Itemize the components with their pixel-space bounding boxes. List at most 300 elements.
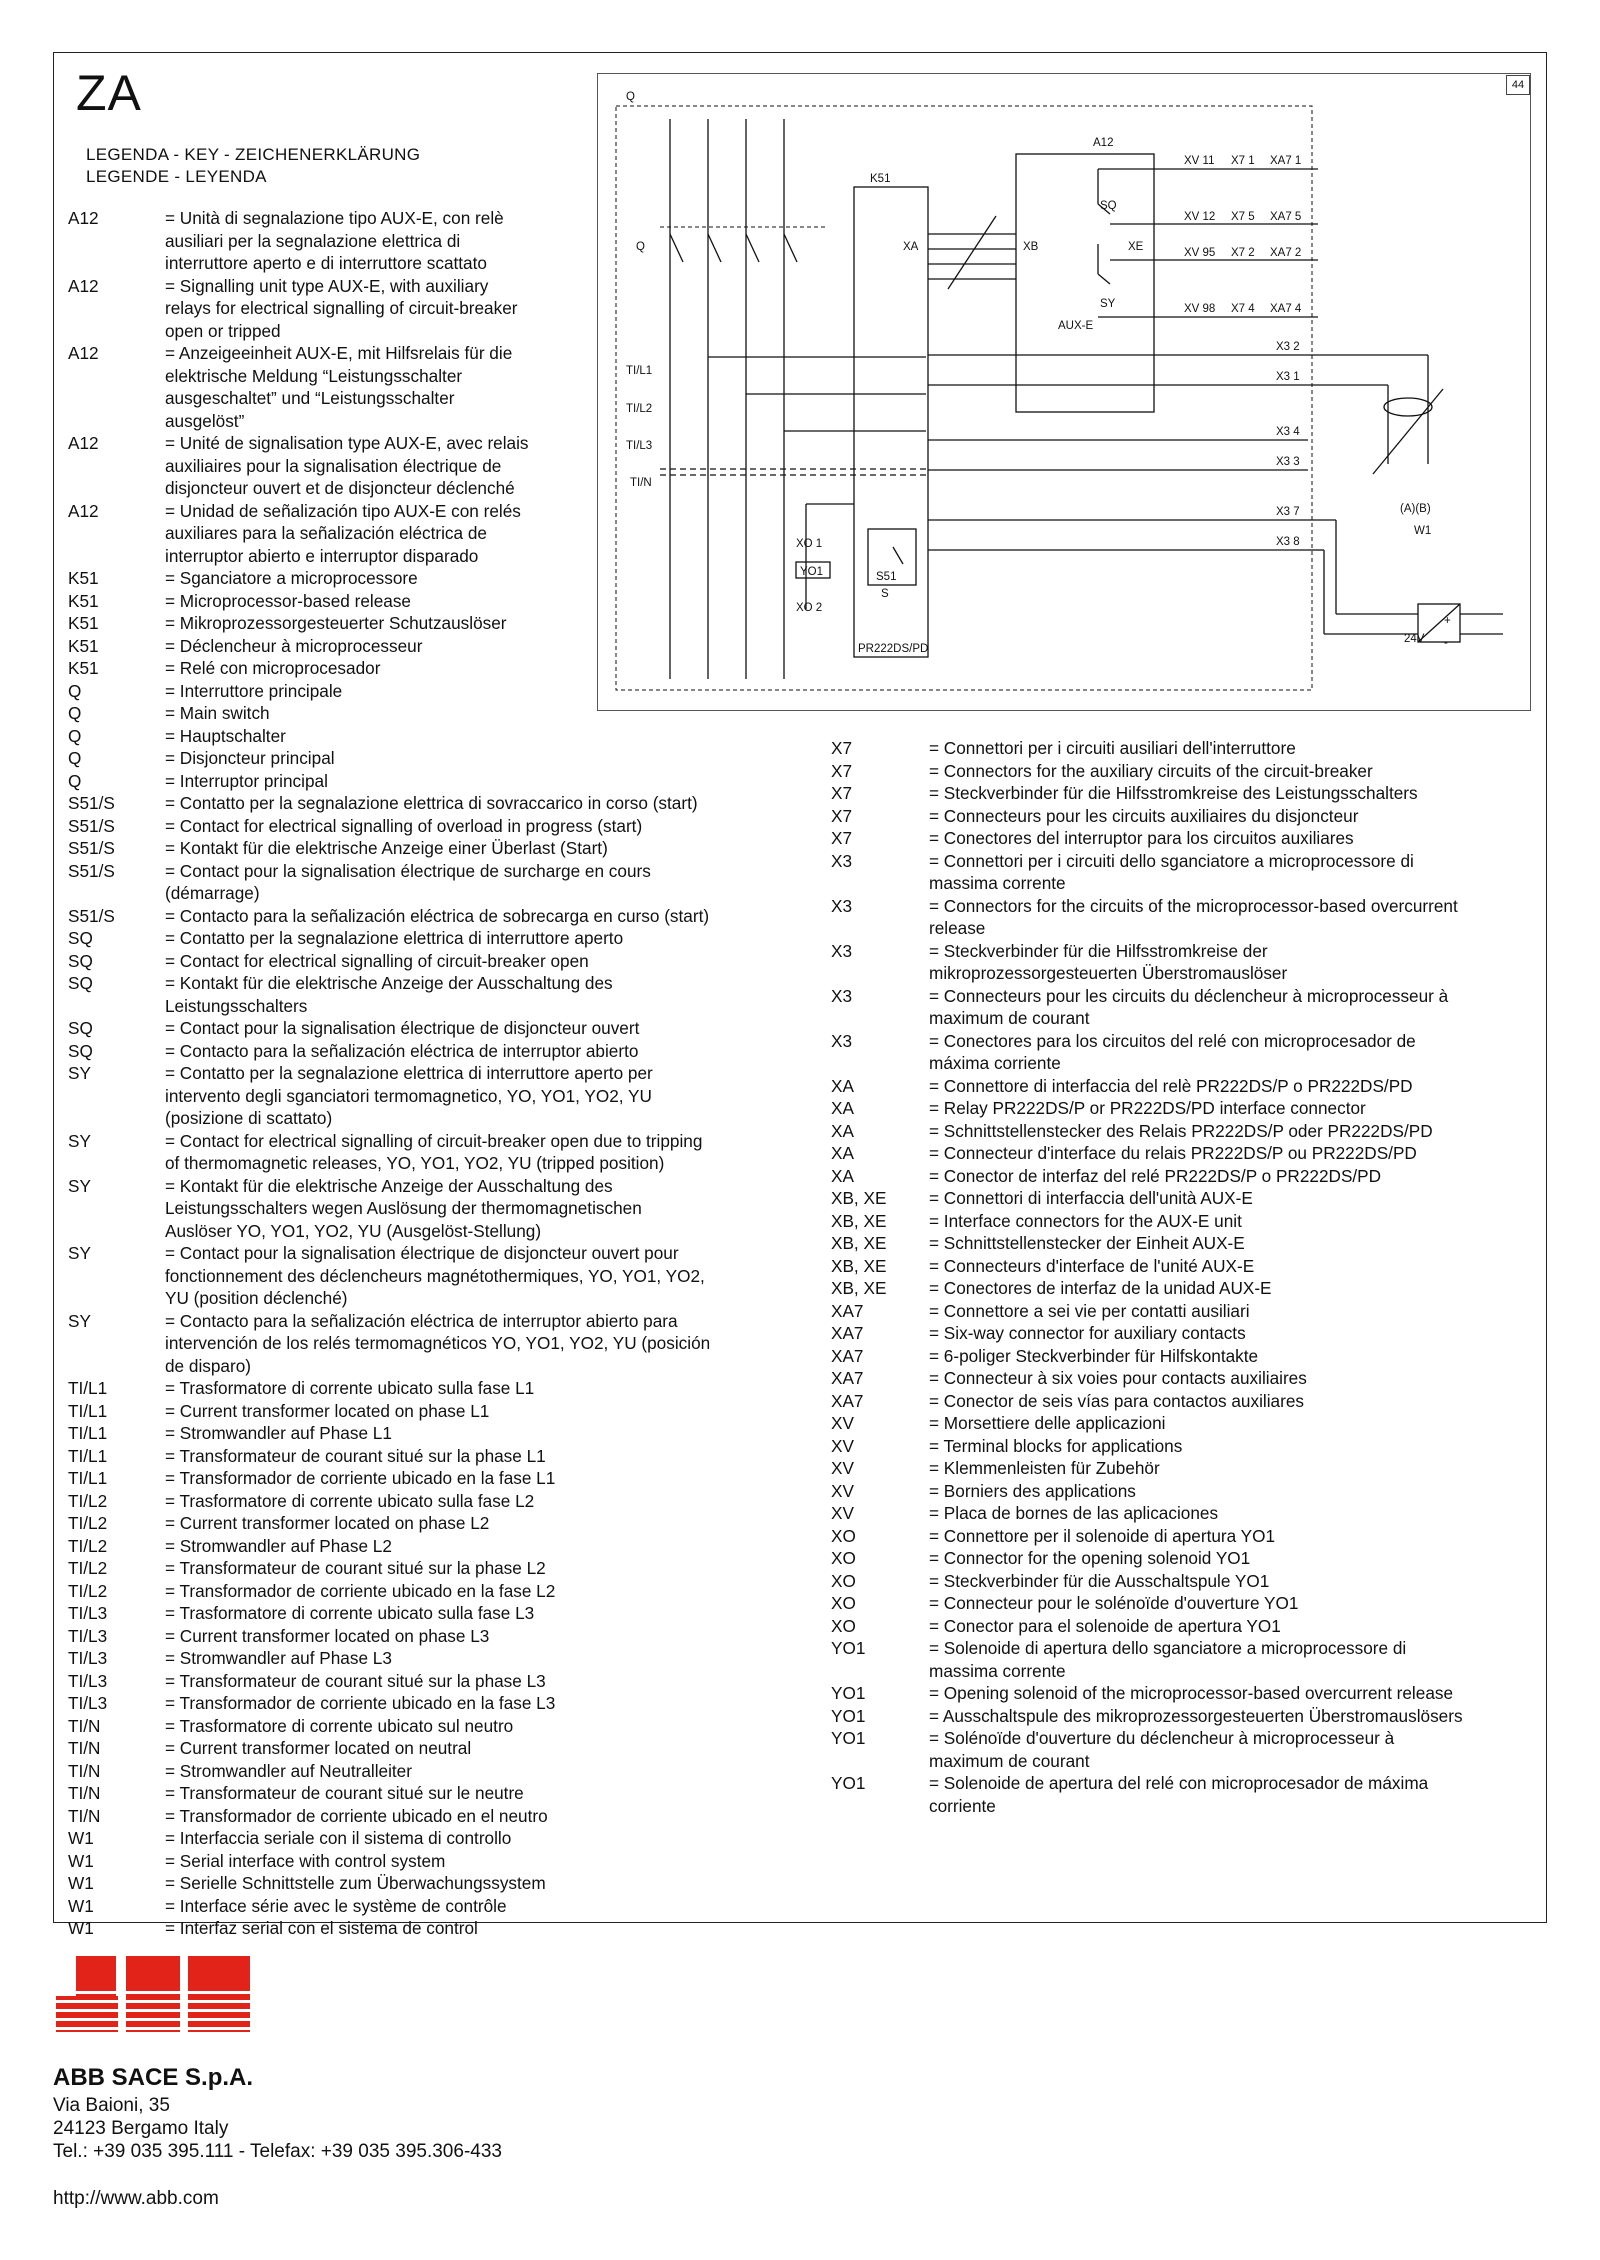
legend-entry: [831, 1525, 1521, 1548]
legend-code: K51: [68, 658, 99, 678]
legend-entry: [831, 805, 1521, 828]
legend-code: X7: [831, 783, 853, 803]
legend-entry: [68, 1602, 778, 1625]
legend-description: = Solénoïde d'ouverture du déclencheur à microprocesseur à maximum de courant: [929, 1728, 1395, 1771]
svg-text:Q: Q: [636, 241, 645, 253]
legend-description: = Relay PR222DS/P or PR222DS/PD interface connector: [929, 1098, 1366, 1118]
legend-description: = Connectors for the auxiliary circuits of the circuit-breaker: [929, 760, 1373, 781]
legend-description: = Serielle Schnittstelle zum Überwachungssystem: [165, 1873, 546, 1893]
svg-text:(A)(B): (A)(B): [1400, 503, 1431, 515]
legend-code: SQ: [68, 950, 93, 971]
legend-entry: [68, 1580, 778, 1603]
legend-entry: [68, 1535, 778, 1558]
legend-code: XO: [831, 1615, 856, 1636]
svg-text:XV 98: XV 98: [1184, 303, 1216, 315]
legend-description: = Contatto per la segnalazione elettrica di interruttore aperto: [165, 928, 624, 948]
legend-code: TI/L1: [68, 1400, 108, 1421]
legend-description: = Transformador de corriente ubicado en la fase L1: [165, 1468, 556, 1488]
legend-description: = Conectores de interfaz de la unidad AUX-E: [929, 1278, 1272, 1298]
legend-entry: [831, 827, 1521, 850]
legend-description: = Unità di segnalazione tipo AUX-E, con relè ausiliari per la segnalazione elettrica di interruttore aperto e di interruttore scattato: [165, 208, 504, 273]
legend-description: = Hauptschalter: [165, 725, 286, 746]
legend-description: = Interface série avec le système de contrôle: [165, 1895, 507, 1916]
legend-description: = Schnittstellenstecker des Relais PR222DS/P oder PR222DS/PD: [929, 1120, 1433, 1141]
legend-code: W1: [68, 1873, 94, 1893]
legend-description: = Connecteur à six voies pour contacts auxiliaires: [929, 1368, 1307, 1388]
legend-entry: [831, 1165, 1521, 1188]
legend-code: A12: [68, 275, 99, 296]
legend-code: A12: [68, 433, 99, 453]
legend-entry: [831, 1255, 1521, 1278]
legend-code: SQ: [68, 1018, 93, 1038]
svg-text:X7 2: X7 2: [1231, 247, 1255, 259]
legend-description: = 6-poliger Steckverbinder für Hilfskontakte: [929, 1345, 1259, 1366]
svg-text:SY: SY: [1100, 298, 1116, 310]
legend-description: = Connectors for the circuits of the microprocessor-based overcurrent release: [929, 895, 1458, 938]
legend-description: = Connettore per il solenoide di apertura YO1: [929, 1525, 1276, 1546]
legend-description: = Connecteurs pour les circuits auxiliaires du disjoncteur: [929, 805, 1359, 826]
legend-description: = Steckverbinder für die Ausschaltspule YO1: [929, 1570, 1270, 1591]
legend-description: = Six-way connector for auxiliary contacts: [929, 1323, 1246, 1343]
legend-code: XA7: [831, 1368, 864, 1388]
legend-entry: [68, 905, 778, 928]
legend-entry: [831, 1097, 1521, 1120]
svg-text:YO1: YO1: [800, 566, 824, 578]
legend-code: TI/N: [68, 1783, 101, 1803]
legend-entry: [68, 1400, 778, 1423]
svg-text:-: -: [1444, 637, 1448, 649]
legend-code: XB, XE: [831, 1233, 887, 1253]
legend-entry: [831, 1637, 1521, 1682]
legend-entry: [68, 1175, 778, 1243]
legend-code: X7: [831, 828, 853, 848]
svg-text:XA7 2: XA7 2: [1270, 247, 1302, 259]
legend-entry: [831, 1277, 1521, 1300]
svg-text:XA7 1: XA7 1: [1270, 155, 1302, 167]
legend-entry: [831, 1120, 1521, 1143]
legend-entry: [831, 1615, 1521, 1638]
legend-entry: [68, 1422, 778, 1445]
legend-entry: [68, 1895, 778, 1918]
legend-code: W1: [68, 1895, 94, 1916]
svg-text:S: S: [881, 588, 889, 600]
legend-description: = Stromwandler auf Phase L3: [165, 1648, 392, 1668]
legend-description: = Contatto per la segnalazione elettrica di interruttore aperto per intervento degli sganciatori termomagnetico, YO, YO1, YO2, YU (posizione di scattato): [165, 1063, 653, 1128]
legend-code: S51/S: [68, 815, 115, 836]
legend-code: XV: [831, 1458, 854, 1478]
legend-code: TI/L3: [68, 1648, 108, 1668]
legend-entry: [68, 815, 778, 838]
legend-entry: [831, 1457, 1521, 1480]
legend-code: TI/L2: [68, 1535, 108, 1556]
legend-entry: [831, 1390, 1521, 1413]
svg-text:SQ: SQ: [1100, 200, 1117, 212]
legend-entry: [68, 860, 778, 905]
svg-text:TI/L2: TI/L2: [626, 403, 653, 415]
legend-description: = Connecteurs d'interface de l'unité AUX-E: [929, 1255, 1255, 1276]
legend-code: XA: [831, 1098, 854, 1118]
legend-code: SQ: [68, 1040, 93, 1061]
legend-code: X3: [831, 1030, 853, 1051]
legend-entry: [831, 1075, 1521, 1098]
svg-text:A12: A12: [1093, 137, 1114, 149]
legend-code: XO: [831, 1570, 856, 1591]
legend-entry: [68, 1377, 778, 1400]
legend-entry: [831, 895, 1521, 940]
legend-description: = Current transformer located on neutral: [165, 1738, 472, 1758]
legend-description: = Connecteurs pour les circuits du déclencheur à microprocesseur à maximum de courant: [929, 985, 1449, 1028]
legend-code: A12: [68, 500, 99, 521]
legend-description: = Signalling unit type AUX-E, with auxiliary relays for electrical signalling of circuit-breaker open or tripped: [165, 275, 518, 341]
svg-text:24V: 24V: [1404, 633, 1425, 645]
legend-entry: [68, 950, 778, 973]
legend-entry: [68, 1445, 778, 1468]
legend-code: XA7: [831, 1323, 864, 1343]
legend-code: TI/L2: [68, 1558, 108, 1578]
legend-description: = Unidad de señalización tipo AUX-E con relés auxiliares para la señalización eléctrica de interruptor abierto e interruptor disparado: [165, 500, 521, 566]
legend-code: TI/L3: [68, 1670, 108, 1691]
legend-entry: [68, 680, 778, 703]
legend-description: = Interruptor principal: [165, 770, 328, 791]
svg-text:TI/N: TI/N: [630, 477, 652, 489]
legend-code: TI/L2: [68, 1490, 108, 1511]
legend-entry: [68, 1737, 778, 1760]
legend-code: XV: [831, 1503, 854, 1523]
legend-entry: [831, 760, 1521, 783]
legend-code: X3: [831, 850, 853, 871]
legend-description: = Transformador de corriente ubicado en el neutro: [165, 1805, 548, 1826]
legend-description: = Contact for electrical signalling of circuit-breaker open: [165, 950, 589, 971]
legend-description: = Conectores del interruptor para los circuitos auxiliares: [929, 828, 1354, 848]
legend-description: = Serial interface with control system: [165, 1850, 446, 1871]
legend-code: YO1: [831, 1705, 866, 1726]
legend-description: = Terminal blocks for applications: [929, 1435, 1183, 1456]
legend-code: XV: [831, 1413, 854, 1433]
legend-description: = Klemmenleisten für Zubehör: [929, 1458, 1160, 1478]
legend-header-line-1: LEGENDA - KEY - ZEICHENERKLÄRUNG: [86, 145, 421, 164]
legend-description: = Unité de signalisation type AUX-E, avec relais auxiliaires pour la signalisation électrique de disjoncteur ouvert et de disjoncteur déclenché: [165, 433, 529, 498]
legend-entry: [831, 1412, 1521, 1435]
legend-code: X7: [831, 805, 853, 826]
legend-code: TI/L3: [68, 1625, 108, 1646]
legend-entry: [68, 1805, 778, 1828]
legend-description: = Mikroprozessorgesteuerter Schutzauslöser: [165, 613, 507, 633]
legend-code: SY: [68, 1310, 91, 1331]
legend-code: XB, XE: [831, 1255, 887, 1276]
legend-description: = Trasformatore di corrente ubicato sulla fase L2: [165, 1490, 535, 1511]
legend-description: = Transformateur de courant situé sur le neutre: [165, 1783, 524, 1803]
legend-entry: [68, 1872, 778, 1895]
legend-description: = Connettore di interfaccia del relè PR222DS/P o PR222DS/PD: [929, 1075, 1413, 1096]
svg-text:K51: K51: [870, 173, 891, 185]
legend-code: SY: [68, 1063, 91, 1083]
legend-code: TI/L3: [68, 1603, 108, 1623]
legend-code: XB, XE: [831, 1210, 887, 1231]
legend-code: TI/L1: [68, 1445, 108, 1466]
legend-description: = Contact for electrical signalling of overload in progress (start): [165, 815, 643, 836]
legend-entry: [831, 1142, 1521, 1165]
legend-description: = Transformateur de courant situé sur la phase L2: [165, 1558, 546, 1578]
address-line: 24123 Bergamo Italy: [53, 2118, 229, 2139]
legend-description: = Connettori per i circuiti dello sganciatore a microprocessore di massima corrente: [929, 850, 1414, 893]
legend-entry: [831, 940, 1521, 985]
legend-code: W1: [68, 1850, 94, 1871]
legend-code: TI/L1: [68, 1378, 108, 1398]
legend-description: = Main switch: [165, 703, 270, 723]
legend-entry: [831, 850, 1521, 895]
legend-code: XA: [831, 1075, 854, 1096]
legend-entry: [831, 1187, 1521, 1210]
legend-entry: [68, 342, 778, 432]
legend-entry: [831, 1435, 1521, 1458]
legend-entry: [831, 1682, 1521, 1705]
legend-code: SQ: [68, 928, 93, 948]
legend-code: Q: [68, 770, 82, 791]
legend-code: K51: [68, 590, 99, 611]
svg-text:XV 95: XV 95: [1184, 247, 1216, 259]
legend-entry: [68, 1467, 778, 1490]
legend-description: = Sganciatore a microprocessore: [165, 568, 418, 588]
legend-description: = Conector de interfaz del relé PR222DS/P o PR222DS/PD: [929, 1165, 1382, 1186]
legend-entry: [68, 1647, 778, 1670]
legend-code: XA: [831, 1120, 854, 1141]
legend-description: = Solenoide de apertura del relé con microprocesador de máxima corriente: [929, 1773, 1429, 1816]
page-title: ZA: [76, 65, 142, 121]
legend-description: = Ausschaltspule des mikroprozessorgesteuerten Überstromauslösers: [929, 1705, 1463, 1726]
legend-entry: [831, 1367, 1521, 1390]
legend-entry: [68, 635, 778, 658]
legend-description: = Connector for the opening solenoid YO1: [929, 1548, 1251, 1568]
legend-list-right: [831, 737, 1521, 1817]
legend-description: = Stromwandler auf Neutralleiter: [165, 1760, 412, 1781]
legend-code: X7: [831, 760, 853, 781]
legend-description: = Morsettiere delle applicazioni: [929, 1413, 1166, 1433]
legend-description: = Placa de bornes de las aplicaciones: [929, 1503, 1219, 1523]
legend-header-line-2: LEGENDE - LEYENDA: [86, 167, 267, 186]
legend-code: XA7: [831, 1390, 864, 1411]
legend-code: X7: [831, 738, 853, 758]
legend-code: TI/N: [68, 1805, 101, 1826]
legend-code: TI/L1: [68, 1423, 108, 1443]
legend-entry: [68, 1557, 778, 1580]
legend-entry: [68, 1715, 778, 1738]
legend-code: YO1: [831, 1728, 866, 1748]
legend-entry: [68, 1625, 778, 1648]
legend-code: Q: [68, 703, 82, 723]
svg-text:TI/L3: TI/L3: [626, 440, 653, 452]
legend-description: = Kontakt für die elektrische Anzeige der Ausschaltung des Leistungsschalters wegen Auslösung der thermomagnetischen Auslöser YO, YO1, YO2, YU (Ausgelöst-Stellung): [165, 1175, 642, 1241]
legend-entry: [68, 1062, 778, 1130]
svg-text:X3 7: X3 7: [1276, 506, 1300, 518]
legend-description: = Contacto para la señalización eléctrica de interruptor abierto para intervención de los relés termomagnéticos YO, YO1, YO2, YU (posición de disparo): [165, 1310, 711, 1376]
legend-entry: [831, 985, 1521, 1030]
legend-description: = Steckverbinder für die Hilfsstromkreise des Leistungsschalters: [929, 783, 1418, 803]
legend-entry: [68, 1827, 778, 1850]
legend-description: = Transformateur de courant situé sur la phase L3: [165, 1670, 546, 1691]
legend-code: K51: [68, 568, 99, 588]
legend-entry: [831, 1547, 1521, 1570]
legend-entry: [831, 782, 1521, 805]
legend-code: XB, XE: [831, 1278, 887, 1298]
legend-description: = Conector para el solenoide de apertura YO1: [929, 1615, 1281, 1636]
legend-description: = Contatto per la segnalazione elettrica di sovraccarico in corso (start): [165, 793, 698, 813]
svg-text:X3 8: X3 8: [1276, 536, 1300, 548]
svg-text:TI/L1: TI/L1: [626, 365, 653, 377]
svg-text:W1: W1: [1414, 525, 1432, 537]
svg-text:XB: XB: [1023, 241, 1039, 253]
svg-text:XO 2: XO 2: [796, 602, 823, 614]
legend-code: XV: [831, 1435, 854, 1456]
legend-code: TI/L2: [68, 1580, 108, 1601]
legend-entry: [68, 702, 778, 725]
svg-text:X7 5: X7 5: [1231, 211, 1255, 223]
page-number: 44: [1506, 75, 1530, 95]
abb-logo: [56, 1956, 250, 2032]
legend-code: SY: [68, 1175, 91, 1196]
legend-code: S51/S: [68, 838, 115, 858]
legend-description: = Stromwandler auf Phase L1: [165, 1423, 392, 1443]
legend-entry: [68, 837, 778, 860]
legend-code: TI/N: [68, 1760, 101, 1781]
legend-code: XA7: [831, 1345, 864, 1366]
legend-description: = Microprocessor-based release: [165, 590, 411, 611]
legend-description: = Transformador de corriente ubicado en la fase L3: [165, 1693, 556, 1713]
svg-text:XA7 4: XA7 4: [1270, 303, 1302, 315]
svg-text:S51: S51: [876, 571, 897, 583]
svg-text:X3 3: X3 3: [1276, 456, 1300, 468]
legend-code: XV: [831, 1480, 854, 1501]
svg-text:+: +: [1444, 615, 1451, 627]
legend-description: = Kontakt für die elektrische Anzeige der Ausschaltung des Leistungsschalters: [165, 973, 613, 1016]
website-link[interactable]: http://www.abb.com: [53, 2188, 219, 2209]
legend-code: Q: [68, 748, 82, 768]
svg-text:XV 11: XV 11: [1184, 155, 1215, 167]
legend-entry: [68, 590, 778, 613]
legend-code: S51/S: [68, 793, 115, 813]
legend-description: = Interface connectors for the AUX-E unit: [929, 1210, 1242, 1231]
legend-description: = Trasformatore di corrente ubicato sul neutro: [165, 1715, 514, 1736]
legend-entry: [831, 1232, 1521, 1255]
legend-code: K51: [68, 613, 99, 633]
svg-text:AUX-E: AUX-E: [1058, 320, 1094, 332]
legend-description: = Opening solenoid of the microprocessor-based overcurrent release: [929, 1683, 1454, 1703]
legend-entry: [831, 1727, 1521, 1772]
legend-description: = Contact for electrical signalling of circuit-breaker open due to tripping of thermomagnetic releases, YO, YO1, YO2, YU (tripped position): [165, 1130, 703, 1173]
legend-description: = Connecteur pour le solénoïde d'ouverture YO1: [929, 1593, 1299, 1613]
legend-description: = Kontakt für die elektrische Anzeige einer Überlast (Start): [165, 838, 608, 858]
svg-text:X3 2: X3 2: [1276, 341, 1300, 353]
legend-entry: [68, 792, 778, 815]
legend-description: = Schnittstellenstecker der Einheit AUX-E: [929, 1233, 1245, 1253]
legend-code: X3: [831, 985, 853, 1006]
svg-text:X3 4: X3 4: [1276, 426, 1300, 438]
svg-text:XA: XA: [903, 241, 919, 253]
legend-entry: [68, 1670, 778, 1693]
legend-code: TI/L1: [68, 1468, 108, 1488]
svg-text:X7 1: X7 1: [1231, 155, 1255, 167]
legend-code: SQ: [68, 973, 93, 993]
legend-entry: [68, 770, 778, 793]
legend-description: = Contact pour la signalisation électrique de surcharge en cours (démarrage): [165, 860, 651, 903]
legend-description: = Déclencheur à microprocesseur: [165, 635, 423, 656]
legend-entry: [831, 1322, 1521, 1345]
legend-entry: [68, 972, 778, 1017]
legend-entry: [68, 1130, 778, 1175]
legend-entry: [68, 1040, 778, 1063]
svg-text:X7 4: X7 4: [1231, 303, 1255, 315]
legend-entry: [831, 737, 1521, 760]
legend-description: = Trasformatore di corrente ubicato sulla fase L1: [165, 1378, 535, 1398]
legend-description: = Interruttore principale: [165, 680, 343, 701]
legend-code: X3: [831, 940, 853, 961]
legend-code: S51/S: [68, 905, 115, 926]
legend-entry: [831, 1210, 1521, 1233]
legend-description: = Steckverbinder für die Hilfsstromkreise der mikroprozessorgesteuerten Überstromauslöser: [929, 940, 1288, 983]
legend-code: SY: [68, 1130, 91, 1151]
legend-entry: [68, 1242, 778, 1310]
legend-description: = Solenoide di apertura dello sganciatore a microprocessore di massima corrente: [929, 1638, 1407, 1681]
svg-text:XO 1: XO 1: [796, 538, 823, 550]
legend-list-left: [68, 207, 778, 1940]
legend-entry: [68, 1782, 778, 1805]
legend-entry: [831, 1502, 1521, 1525]
legend-code: A12: [68, 208, 99, 228]
legend-description: = Current transformer located on phase L2: [165, 1513, 490, 1533]
legend-description: = Borniers des applications: [929, 1480, 1136, 1501]
legend-entry: [68, 1017, 778, 1040]
legend-description: = Transformateur de courant situé sur la phase L1: [165, 1445, 546, 1466]
legend-description: = Conectores para los circuitos del relé con microprocesador de máxima corriente: [929, 1030, 1416, 1073]
legend-description: = Interfaz serial con el sistema de control: [165, 1918, 478, 1938]
legend-description: = Trasformatore di corrente ubicato sulla fase L3: [165, 1603, 535, 1623]
legend-entry: [831, 1030, 1521, 1075]
legend-entry: [831, 1570, 1521, 1593]
legend-description: = Transformador de corriente ubicado en la fase L2: [165, 1580, 556, 1601]
legend-entry: [68, 1917, 778, 1940]
legend-description: = Connettori per i circuiti ausiliari dell'interruttore: [929, 738, 1296, 758]
legend-description: = Stromwandler auf Phase L2: [165, 1535, 392, 1556]
legend-entry: [831, 1592, 1521, 1615]
address-line: Via Baioni, 35: [53, 2095, 170, 2116]
legend-code: A12: [68, 343, 99, 363]
legend-code: TI/N: [68, 1715, 101, 1736]
legend-code: W1: [68, 1828, 94, 1848]
legend-entry: [68, 500, 778, 568]
legend-entry: [68, 1490, 778, 1513]
legend-entry: [68, 1310, 778, 1378]
legend-entry: [68, 1512, 778, 1535]
legend-entry: [831, 1300, 1521, 1323]
abb-logo-mark: [56, 1956, 250, 2032]
legend-description: = Interfaccia seriale con il sistema di controllo: [165, 1828, 512, 1848]
legend-description: = Relé con microprocesador: [165, 658, 381, 678]
legend-description: = Disjoncteur principal: [165, 748, 335, 768]
company-name: ABB SACE S.p.A.: [53, 2064, 254, 2091]
legend-entry: [68, 432, 778, 500]
legend-description: = Contacto para la señalización eléctrica de interruptor abierto: [165, 1040, 639, 1061]
legend-code: TI/L3: [68, 1693, 108, 1713]
svg-text:X3 1: X3 1: [1276, 371, 1300, 383]
legend-code: TI/L2: [68, 1513, 108, 1533]
legend-description: = Connettore a sei vie per contatti ausiliari: [929, 1300, 1250, 1321]
legend-entry: [68, 612, 778, 635]
legend-description: = Contacto para la señalización eléctrica de sobrecarga en curso (start): [165, 905, 710, 926]
legend-entry: [68, 207, 778, 275]
legend-entry: [68, 567, 778, 590]
svg-text:XA7 5: XA7 5: [1270, 211, 1302, 223]
legend-description: = Current transformer located on phase L1: [165, 1400, 490, 1421]
diagram-label: Q: [626, 91, 635, 103]
